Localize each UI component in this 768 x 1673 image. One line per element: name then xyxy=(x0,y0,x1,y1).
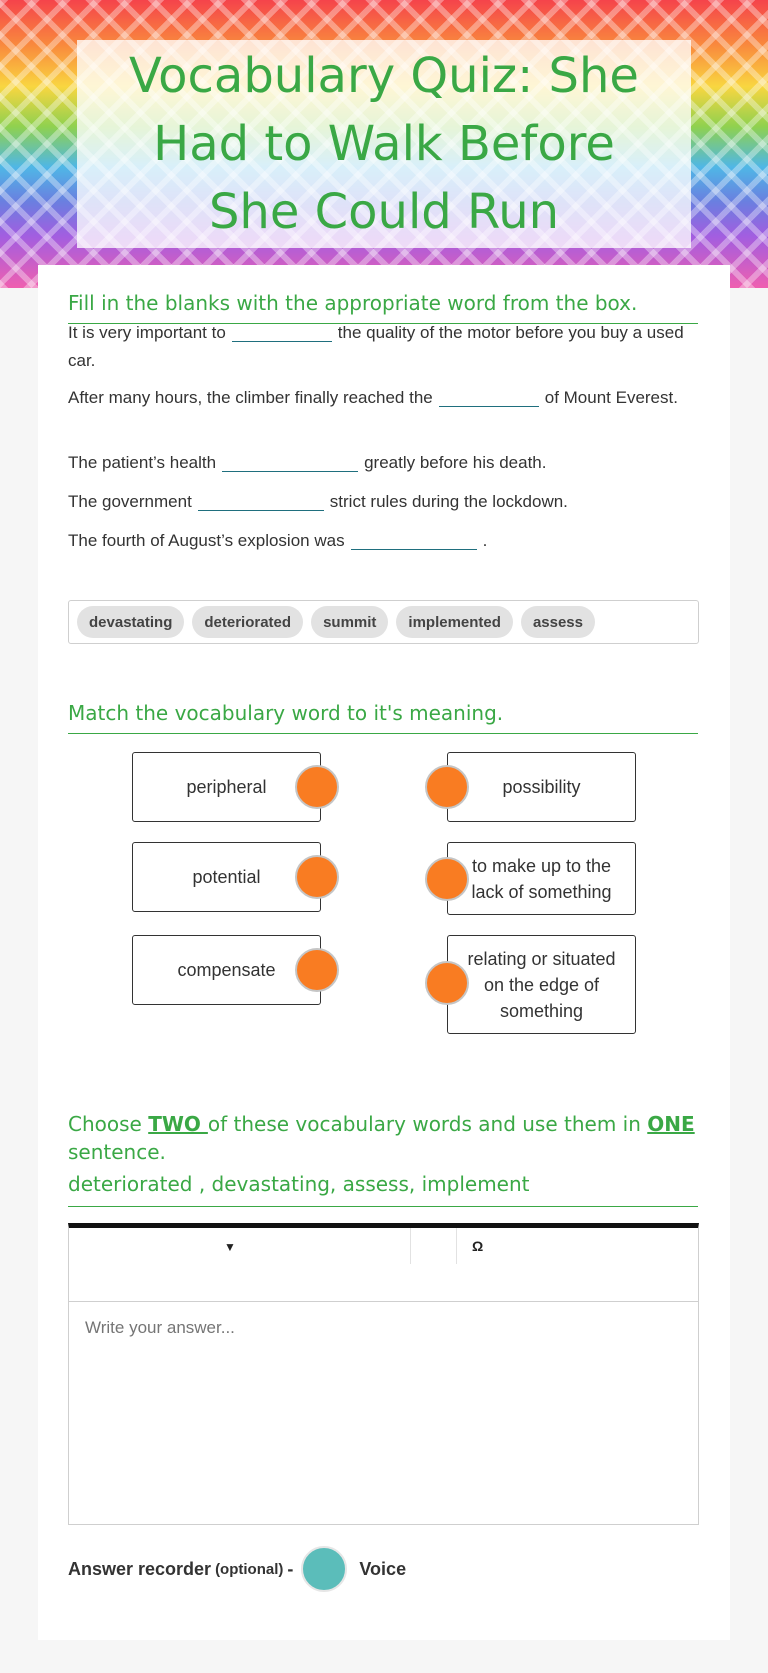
match-left-1[interactable]: peripheral xyxy=(132,752,321,822)
header-banner xyxy=(0,0,768,288)
match-right-3[interactable]: relating or situated on the edge of something xyxy=(447,935,636,1034)
blank-input-1[interactable] xyxy=(232,322,332,342)
omega-icon[interactable]: Ω xyxy=(472,1238,484,1254)
recorder-dash: - xyxy=(287,1558,294,1579)
match-right-1-connector[interactable] xyxy=(425,765,469,809)
match-left-1-connector[interactable] xyxy=(295,765,339,809)
editor-toolbar xyxy=(69,1228,698,1302)
sentence-4-before: The government xyxy=(68,492,192,511)
sentence-1-after: the quality of the motor before you buy a used car. xyxy=(68,323,684,370)
sentence-5-after: . xyxy=(482,531,488,550)
q2-instruction: Match the vocabulary word to it's meaning. xyxy=(68,699,698,734)
match-left-2[interactable]: potential xyxy=(132,842,321,912)
sentence-3-before: The patient’s health xyxy=(68,453,217,472)
q3-word-list: deteriorated , devastating, assess, implement xyxy=(68,1170,698,1207)
toolbar-divider xyxy=(410,1228,411,1264)
title-box xyxy=(77,40,691,248)
word-chip-devastating[interactable]: devastating xyxy=(77,606,184,638)
match-left-2-connector[interactable] xyxy=(295,855,339,899)
match-right-1[interactable]: possibility xyxy=(447,752,636,822)
worksheet-card xyxy=(38,265,730,1640)
match-left-3[interactable]: compensate xyxy=(132,935,321,1005)
recorder-label: Answer recorder xyxy=(68,1558,212,1579)
sentence-3 xyxy=(68,449,698,477)
word-chip-assess[interactable]: assess xyxy=(521,606,595,638)
q3-emphasis-one: ONE xyxy=(647,1112,695,1136)
sentence-2 xyxy=(68,384,698,412)
sentence-4 xyxy=(68,488,698,516)
blank-input-3[interactable] xyxy=(222,452,358,472)
sentence-1 xyxy=(68,319,698,375)
sentence-2-after: of Mount Everest. xyxy=(544,388,678,407)
q1-instruction: Fill in the blanks with the appropriate word from the box. xyxy=(68,289,698,324)
word-chip-implemented[interactable]: implemented xyxy=(396,606,513,638)
q3-emphasis-two: TWO xyxy=(148,1112,208,1136)
q3-text-1: Choose xyxy=(68,1112,149,1136)
blank-input-4[interactable] xyxy=(198,491,324,511)
sentence-5-before: The fourth of August’s explosion was xyxy=(68,531,345,550)
sentence-5 xyxy=(68,527,698,555)
match-left-3-connector[interactable] xyxy=(295,948,339,992)
answer-recorder xyxy=(68,1545,406,1593)
blank-input-2[interactable] xyxy=(439,387,539,407)
q3-text-2: of these vocabulary words and use them in xyxy=(207,1112,648,1136)
word-bank xyxy=(68,600,699,644)
q3-text-3: sentence. xyxy=(68,1140,166,1164)
q3-instruction xyxy=(68,1110,698,1166)
match-right-2-connector[interactable] xyxy=(425,857,469,901)
match-right-2[interactable]: to make up to the lack of something xyxy=(447,842,636,915)
sentence-3-after: greatly before his death. xyxy=(364,453,547,472)
recorder-optional: (optional) xyxy=(215,1560,284,1578)
record-button[interactable] xyxy=(301,1546,347,1592)
sentence-1-before: It is very important to xyxy=(68,323,226,342)
word-chip-summit[interactable]: summit xyxy=(311,606,388,638)
answer-editor xyxy=(68,1223,699,1525)
voice-label: Voice xyxy=(359,1558,407,1579)
sentence-4-after: strict rules during the lockdown. xyxy=(329,492,568,511)
answer-textarea[interactable] xyxy=(69,1302,698,1524)
match-right-3-connector[interactable] xyxy=(425,961,469,1005)
sentence-2-before: After many hours, the climber finally reached the xyxy=(68,388,433,407)
page-title: Vocabulary Quiz: She Had to Walk Before She Could Run xyxy=(129,48,639,240)
word-chip-deteriorated[interactable]: deteriorated xyxy=(192,606,303,638)
toolbar-divider xyxy=(456,1228,457,1264)
blank-input-5[interactable] xyxy=(351,530,477,550)
chevron-down-icon[interactable]: ▼ xyxy=(224,1240,236,1254)
